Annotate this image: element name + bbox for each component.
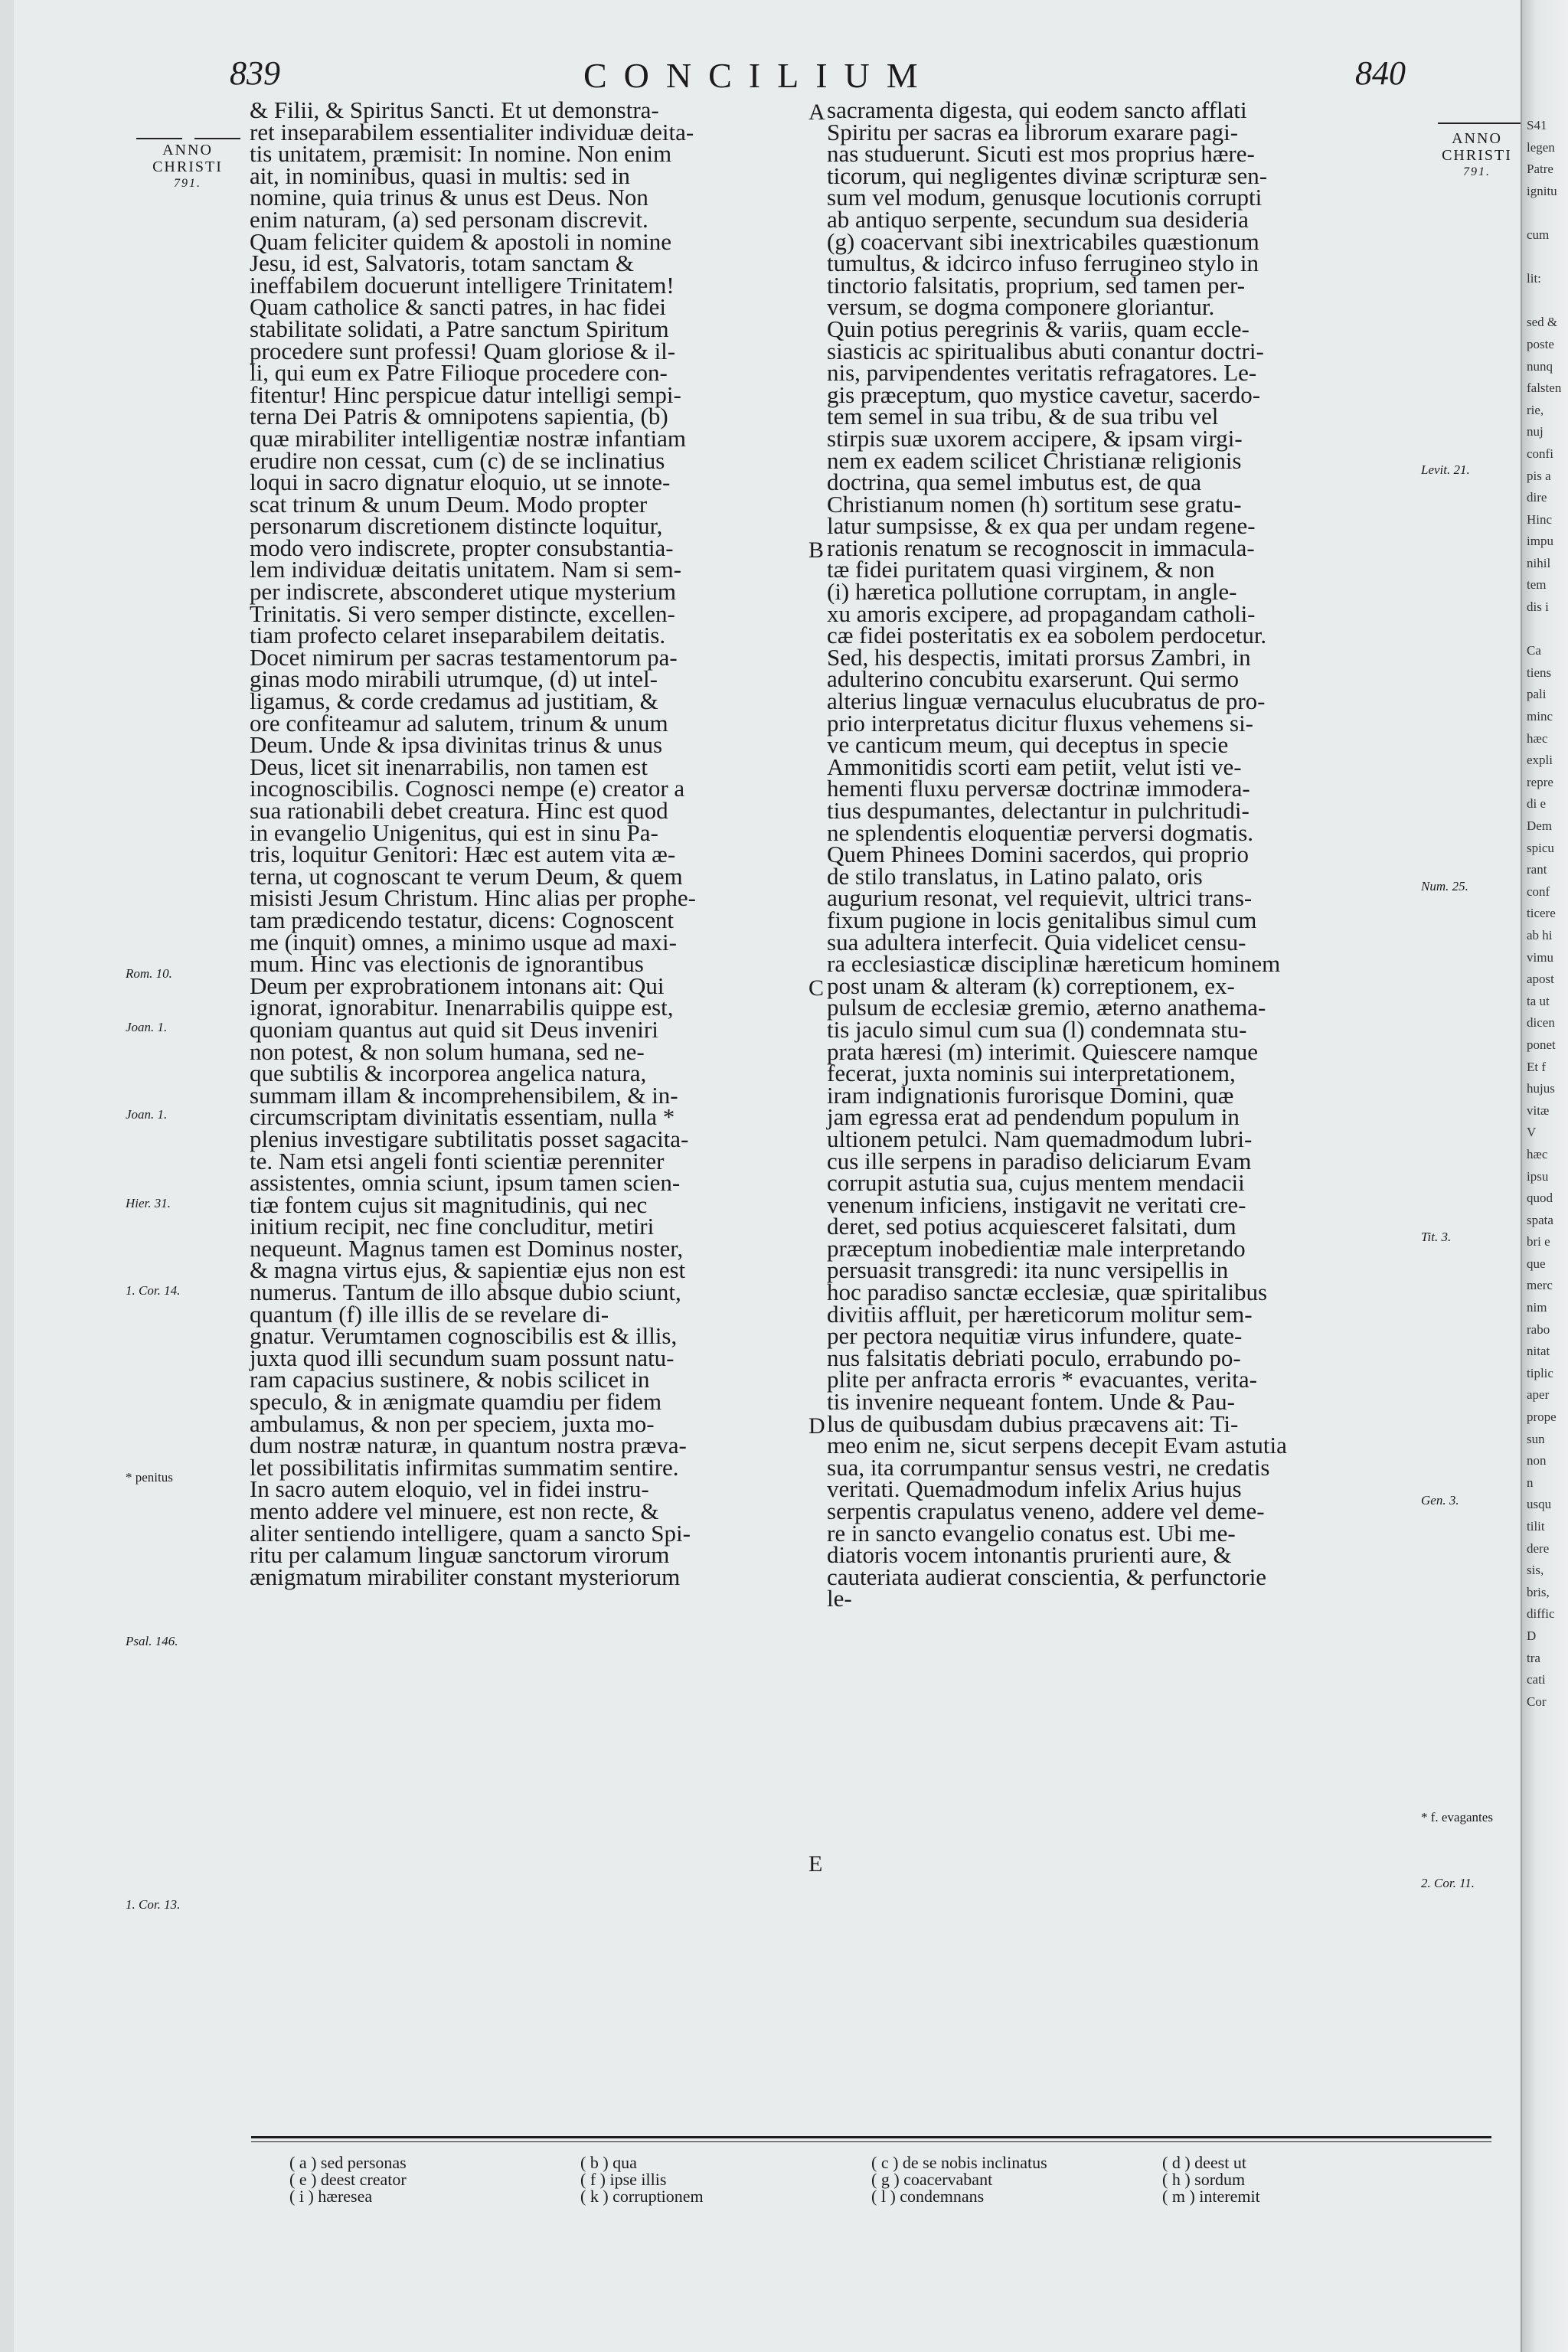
christi-word: CHRISTI <box>152 158 223 175</box>
text-column-left: & Filii, & Spiritus Sancti. Et ut demonstra- ret inseparabilem essentialiter individuæ deita- tis unitatem, præmisit: In nomine. Non enim ait, in nominibus, quasi in multis: sed in nomine, quia trinus & unus est Deus. Non enim naturam, (a) sed personam discrevit. Quam feliciter quidem & apostoli in nomine Jesu, id est, Salvatoris, totam sanctam & ineffabilem docuerunt intelligere Trinitatem! Quam catholice & sancti patres, in hac fidei stabilitate solidati, a Patre sanctum Spiritum procedere sunt professi! Quam gloriose & il- li, qui eum ex Patre Filioque procedere con- fitentur! Hinc perspicue datur intelligi sempi- terna Dei Patris & omnipotens sapientia, (b) quæ mirabiliter intelligentiæ nostræ infantiam erudire non cessat, cum (c) de se inclinatius loqui in sacro dignatur eloquio, ut se innote- scat trinum & unum Deum. Modo propter personarum discretionem distincte loquitur, modo vero indiscrete, propter consubstantia- lem individuæ deitatis unitatem. Nam si sem- per indiscrete, absconderet utique mysterium Trinitatis. Si vero semper distincte, excellen- tiam profecto celaret inseparabilem deitatis. Docet nimirum per sacras testamentorum pa- ginas modo mirabili utrumque, (d) ut intel- ligamus, & corde credamus ad justitiam, & ore confiteamur ad salutem, trinum & unum Deum. Unde & ipsa divinitas trinus & unus Deus, licet sit inenarrabilis, non tamen est incognoscibilis. Cognosci nempe (e) creator a sua rationabili debet creatura. Hinc est quod in evangelio Unigenitus, qui est in sinu Pa- tris, loquitur Genitori: Hæc est autem vita æ- terna, ut cognoscant te verum Deum, & quem misisti Jesum Christum. Hinc alias per prophe- tam prædicendo testatur, dicens: Cognoscent me (inquit) omnes, a minimo usque ad maxi- mum. Hinc vas electionis de ignorantibus Deum per exprobrationem intonans ait: Qui ignorat, ignorabitur. Inenarrabilis quippe est, quoniam quantus aut quid sit Deus inveniri non potest, & non solum humana, sed ne- que subtilis & incorporea angelica natura, summam illam & incomprehensibilem, & in- circumscriptam divinitatis essentiam, nulla * plenius investigare subtilitatis posset sagacita- te. Nam etsi angeli fonti scientiæ perenniter assistentes, omnia sciunt, ipsum tamen scien- tiæ fontem cujus sit magnitudinis, qui nec initium recipit, nec fine concluditur, metiri nequeunt. Magnus tamen est Dominus noster, & magna virtus ejus, & sapientiæ ejus non est numerus. Tantum de illo absque dubio sciunt, quantum (f) ille illis de se revelare di- gnatur. Verumtamen cognoscibilis est & illis, juxta quod illi secundum suam possunt natu- ram capacius sustinere, & nobis scilicet in speculo, & in ænigmate quamdiu per fidem ambulamus, & non per speciem, juxta mo- dum nostræ naturæ, in quantum nostra præva- let possibilitatis infirmitas summatim sentire. In sacro autem eloquio, vel in fidei instru- mento addere vel minuere, est non recte, & aliter sentiendo intelligere, quam a sancto Spi- ritu per calamum linguæ sanctorum virorum ænigmatum mirabiliter constant mysteriorum <box>250 96 696 1590</box>
text-column-right: sacramenta digesta, qui eodem sancto afflati Spiritu per sacras ea librorum exarare pagi- nas studuerunt. Sicuti est mos proprius hære- ticorum, qui negligentes divinæ scripturæ sen- sum vel modum, genusque locutionis corrupti ab antiquo serpente, secundum sua desideria (g) coacervant sibi inextricabiles quæstionum tumultus, & idcirco infuso ferrugineo stylo in tinctorio falsitatis, proprium, sed tamen per- versum, se dogma componere gloriantur. Quin potius peregrinis & variis, quam eccle- siasticis ac spiritualibus abuti conantur doctri- nis, parvipendentes veritatis refragatores. Le- gis præceptum, quo mystice cavetur, sacerdo- tem semel in sua tribu, & de sua tribu vel stirpis suæ uxorem accipere, & ipsam virgi- nem ex eadem scilicet Christianæ religionis doctrina, qua semel imbutus est, de qua Christianum nomen (h) sortitum sese gratu- latur sumpsisse, & ex qua per undam regene- rationis renatum se recognoscit in immacula- tæ fidei puritatem quasi virginem, & non (i) hæretica pollutione corruptam, in angle- xu amoris excipere, ad propagandam catholi- cæ fidei posteritatis ex ea sobolem perdocetur. Sed, his despectis, imitati prorsus Zambri, in adulterino concubitu exarserunt. Qui sermo alterius linguæ vernaculus elucubratus de pro- prio interpretatus dicitur fluxus vehemens si- ve canticum meum, qui deceptus in specie Ammonitidis scorti eam petiit, velut isti ve- hementi fluxu perversæ doctrinæ immodera- tius despumantes, delectantur in pulchritudi- ne splendentis eloquentiæ perversi dogmatis. Quem Phinees Domini sacerdos, qui proprio de stilo translatus, in Latino palato, oris augurium resonat, vel requievit, ultrici trans- fixum pugione in locis genitalibus simul cum sua adultera interfecit. Quia videlicet censu- ra ecclesiasticæ disciplinæ hæreticum hominem post unam & alteram (k) correptionem, ex- pulsum de ecclesiæ gremio, æterno anathema- tis jaculo simul cum sua (l) condemnata stu- prata hæresi (m) interimit. Quiescere namque fecerat, juxta nominis sui interpretationem, iram indignationis furorisque Domini, quæ jam egressa erat ad pendendum populum in ultionem petulci. Nam quemadmodum lubri- cus ille serpens in paradiso deliciarum Evam corrupit astutia sua, cujus mentem mendacii venenum inficiens, instigavit ne veritati cre- deret, sed potius acquiesceret falsitati, dum præceptum inobedientiæ male interpretando persuasit transgredi: ita nunc versipellis in hoc paradiso sanctæ ecclesiæ, quæ spiritalibus divitiis affluit, per hæreticorum molitur sem- per pectora nequitiæ virus infundere, quate- nus falsitatis debriati poculo, errabundo po- plite per anfracta erroris * evacuantes, verita- tis invenire nequeant fontem. Unde & Pau- lus de quibusdam dubius præcavens ait: Ti- meo enim ne, sicut serpens decepit Evam astutia sua, ita corrumpantur sensus vestri, ne credatis veritati. Quemadmodum infelix Arius hujus serpentis crapulatus veneno, addere vel deme- re in sancto evangelio conatus est. Ubi me- diatoris vocem intonantis prurienti aure, & cauteriata audierat conscientia, & perfunctorie le- <box>827 96 1287 1612</box>
footnotes <box>289 2154 1453 2205</box>
running-title: CONCILIUM <box>583 56 935 95</box>
margin-ref: 2. Cor. 11. <box>1421 1876 1475 1890</box>
footnote-row <box>289 2188 1453 2205</box>
footnote: ( e ) deest creator <box>289 2170 407 2189</box>
facing-page-edge <box>1521 0 1568 2352</box>
book-page <box>14 0 1522 2352</box>
footnote: ( f ) ipse illis <box>580 2170 667 2189</box>
anno-word: ANNO <box>1452 130 1502 147</box>
dash-rule <box>1438 122 1522 124</box>
page-header <box>14 52 1537 98</box>
section-letter: B <box>808 537 825 563</box>
anno-christi-left <box>138 142 237 192</box>
dash-rule <box>136 138 182 139</box>
section-letter: C <box>808 975 825 1001</box>
margin-ref: Num. 25. <box>1421 879 1468 893</box>
footnote-rule-thin <box>251 2141 1491 2142</box>
footnote: ( c ) de se nobis inclinatus <box>871 2153 1047 2172</box>
section-letter: D <box>808 1413 825 1439</box>
footnote-row <box>289 2171 1453 2188</box>
margin-ref: 1. Cor. 13. <box>126 1897 181 1912</box>
margin-ref: Gen. 3. <box>1421 1493 1459 1508</box>
anno-year: 791. <box>1463 165 1491 178</box>
facing-page-text: S41 legen Patre ignitu cum lit: sed & poste nunq falsten rie, nuj confi pis a dire Hinc impu nihil tem dis i Ca tiens pali minc hæc expli repre di e Dem spicu rant conf ticere ab hi vimu apost ta ut dicen ponet Et f hujus vitæ V hæc ipsu quod spata bri e que merc nim rabo nitat tiplic aper prope sun non n usqu tilit dere sis, bris, diffic D tra cati Cor <box>1527 118 1562 1709</box>
margin-ref: Rom. 10. <box>126 966 172 981</box>
anno-word: ANNO <box>162 142 213 158</box>
margin-ref: Joan. 1. <box>126 1107 168 1122</box>
footnote: ( m ) interemit <box>1162 2187 1260 2206</box>
dash-rule <box>194 138 240 139</box>
footnote-row <box>289 2154 1453 2171</box>
footnote: ( b ) qua <box>580 2153 637 2172</box>
footnote: ( l ) condemnans <box>871 2187 985 2206</box>
page-number-right: 840 <box>1355 54 1406 92</box>
footnote: ( a ) sed personas <box>289 2153 407 2172</box>
margin-ref: Tit. 3. <box>1421 1230 1452 1244</box>
footnote-rule <box>251 2136 1491 2138</box>
margin-ref: * f. evagantes <box>1421 1810 1493 1824</box>
margin-ref: 1. Cor. 14. <box>126 1283 181 1298</box>
margin-ref: * penitus <box>126 1470 173 1485</box>
anno-year: 791. <box>174 177 201 190</box>
section-letter: A <box>808 100 825 125</box>
christi-word: CHRISTI <box>1442 147 1512 164</box>
margin-ref: Joan. 1. <box>126 1020 168 1034</box>
footnote: ( g ) coacervabant <box>871 2170 993 2189</box>
section-letter: E <box>808 1851 823 1877</box>
footnote: ( h ) sordum <box>1162 2170 1246 2189</box>
page-number-left: 839 <box>230 54 280 92</box>
margin-ref: Psal. 146. <box>126 1634 178 1648</box>
margin-ref: Levit. 21. <box>1421 462 1470 477</box>
anno-christi-right <box>1435 130 1519 181</box>
footnote: ( d ) deest ut <box>1162 2153 1246 2172</box>
margin-ref: Hier. 31. <box>126 1196 172 1210</box>
footnote: ( k ) corruptionem <box>580 2187 704 2206</box>
footnote: ( i ) hæresea <box>289 2187 373 2206</box>
